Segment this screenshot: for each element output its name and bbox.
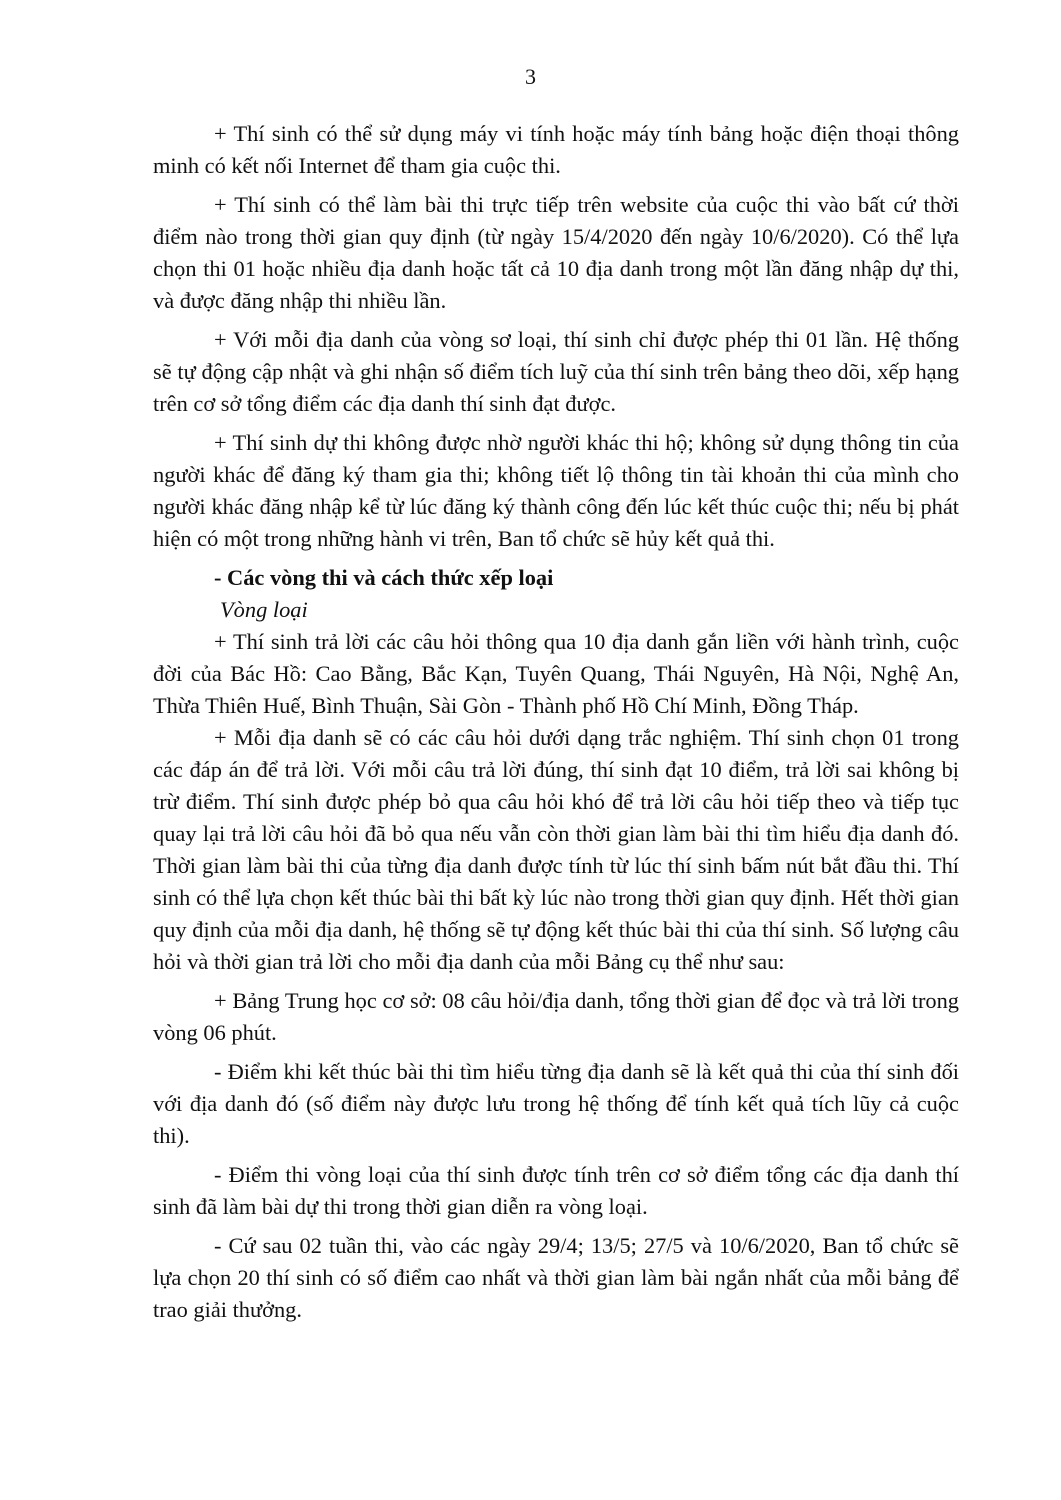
paragraph-question-format: + Mỗi địa danh sẽ có các câu hỏi dưới dạng trắc nghiệm. Thí sinh chọn 01 trong các đáp án để trả lời. Với mỗi câu trả lời đúng, thí sinh đạt 10 điểm, trả lời sai không bị trừ điểm. Thí sinh được phép bỏ qua câu hỏi khó để trả lời câu hỏi tiếp theo và tiếp tục quay lại trả lời câu hỏi đã bỏ qua nếu vẫn còn thời gian làm bài thi tìm hiểu địa danh đó. Thời gian làm bài thi của từng địa danh được tính từ lúc thí sinh bấm nút bắt đầu thi. Thí sinh có thể lựa chọn kết thúc bài thi bất kỳ lúc nào trong thời gian quy định. Hết thời gian quy định của mỗi địa danh, hệ thống sẽ tự động kết thúc bài thi của thí sinh. Số lượng câu hỏi và thời gian trả lời cho mỗi địa danh của mỗi Bảng cụ thể như sau:	[153, 725, 959, 974]
paragraph-qualifying-score: - Điểm thi vòng loại của thí sinh được tính trên cơ sở điểm tổng các địa danh thí sinh đã làm bài dự thi trong thời gian diễn ra vòng loại.	[153, 1162, 959, 1219]
section-heading-rounds: - Các vòng thi và cách thức xếp loại	[214, 565, 554, 590]
paragraph-online-schedule: + Thí sinh có thể làm bài thi trực tiếp trên website của cuộc thi vào bất cứ thời điểm nào trong thời gian quy định (từ ngày 15/4/2020 đến ngày 10/6/2020). Có thể lựa chọn thi 01 hoặc nhiều địa danh hoặc tất cả 10 địa danh trong một lần đăng nhập dự thi, và được đăng nhập thi nhiều lần.	[153, 192, 959, 313]
paragraph-middle-school: + Bảng Trung học cơ sở: 08 câu hỏi/địa danh, tổng thời gian để đọc và trả lời trong vòng 06 phút.	[153, 988, 959, 1045]
paragraph-devices: + Thí sinh có thể sử dụng máy vi tính hoặc máy tính bảng hoặc điện thoại thông minh có kết nối Internet để tham gia cuộc thi.	[153, 121, 959, 178]
paragraph-one-attempt: + Với mỗi địa danh của vòng sơ loại, thí sinh chỉ được phép thi 01 lần. Hệ thống sẽ tự động cập nhật và ghi nhận số điểm tích luỹ của thí sinh trên bảng theo dõi, xếp hạng trên cơ sở tổng điểm các địa danh thí sinh đạt được.	[153, 327, 959, 416]
paragraph-prize-selection: - Cứ sau 02 tuần thi, vào các ngày 29/4; 13/5; 27/5 và 10/6/2020, Ban tổ chức sẽ lựa chọn 20 thí sinh có số điểm cao nhất và thời gian làm bài ngắn nhất của mỗi bảng để trao giải thưởng.	[153, 1233, 959, 1322]
paragraph-rules: + Thí sinh dự thi không được nhờ người khác thi hộ; không sử dụng thông tin của người khác để đăng ký tham gia thi; không tiết lộ thông tin tài khoản thi của mình cho người khác đăng nhập kể từ lúc đăng ký thành công đến lúc kết thúc cuộc thi; nếu bị phát hiện có một trong những hành vi trên, Ban tổ chức sẽ hủy kết quả thi.	[153, 430, 959, 551]
page-number: 3	[525, 64, 536, 89]
paragraph-location-score: - Điểm khi kết thúc bài thi tìm hiểu từng địa danh sẽ là kết quả thi của thí sinh đối với địa danh đó (số điểm này được lưu trong hệ thống để tính kết quả tích lũy cả cuộc thi).	[153, 1059, 959, 1148]
document-body	[153, 118, 959, 1333]
subheading-qualifying-round: Vòng loại	[220, 597, 308, 622]
paragraph-locations: + Thí sinh trả lời các câu hỏi thông qua 10 địa danh gắn liền với hành trình, cuộc đời của Bác Hồ: Cao Bằng, Bắc Kạn, Tuyên Quang, Thái Nguyên, Hà Nội, Nghệ An, Thừa Thiên Huế, Bình Thuận, Sài Gòn - Thành phố Hồ Chí Minh, Đồng Tháp.	[153, 629, 959, 718]
